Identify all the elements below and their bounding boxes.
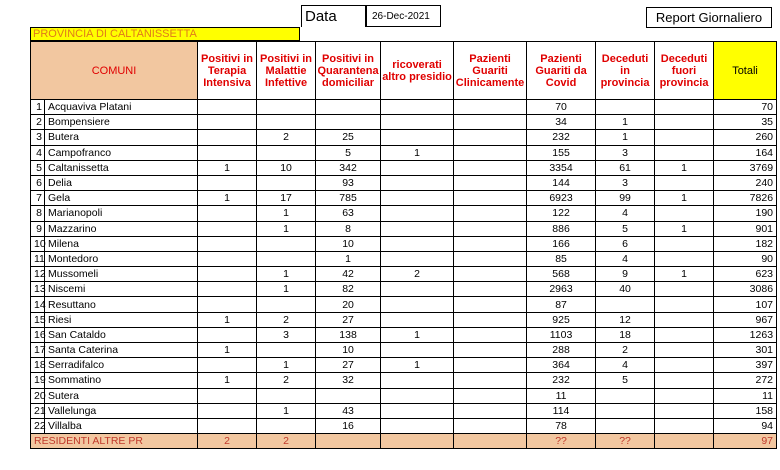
extra-row-name: RESIDENTI ALTRE PR [31, 434, 198, 449]
comune-name: Sutera [45, 388, 198, 403]
cell-guariti-clinicamente [454, 358, 527, 373]
comune-name: Mussomeli [45, 267, 198, 282]
col-terapia-intensiva: Positivi in Terapia Intensiva [198, 42, 257, 100]
cell-guariti-covid: 114 [527, 403, 596, 418]
cell-totale: 3769 [714, 160, 777, 175]
cell-guariti-clinicamente [454, 191, 527, 206]
cell-guariti-clinicamente [454, 297, 527, 312]
cell-guariti-clinicamente [454, 115, 527, 130]
cell-guariti-clinicamente [454, 312, 527, 327]
row-number: 7 [31, 191, 45, 206]
cell-guariti-clinicamente [454, 388, 527, 403]
cell-malattie-infettive [257, 236, 316, 251]
table-row [31, 297, 777, 312]
row-number: 13 [31, 282, 45, 297]
table-row [31, 191, 777, 206]
cell-ricoverati [381, 418, 454, 433]
cell-guariti-covid: 568 [527, 267, 596, 282]
cell-quarantena: 93 [316, 175, 381, 190]
province-title: PROVINCIA DI CALTANISSETTA [30, 27, 300, 41]
cell-totale: 158 [714, 403, 777, 418]
cell-deceduti-provincia: 4 [596, 358, 655, 373]
row-number: 1 [31, 100, 45, 115]
cell-ricoverati [381, 343, 454, 358]
row-number: 17 [31, 343, 45, 358]
row-number: 4 [31, 145, 45, 160]
row-number: 14 [31, 297, 45, 312]
cell-quarantena: 16 [316, 418, 381, 433]
cell-deceduti-fuori [655, 100, 714, 115]
comune-name: Resuttano [45, 297, 198, 312]
cell-guariti-clinicamente [454, 206, 527, 221]
table-row [31, 145, 777, 160]
table-row [31, 206, 777, 221]
cell-guariti-covid: 288 [527, 343, 596, 358]
cell-guariti-covid: 78 [527, 418, 596, 433]
cell-deceduti-fuori [655, 373, 714, 388]
row-number: 2 [31, 115, 45, 130]
cell-guariti-clinicamente [454, 282, 527, 297]
table-row [31, 130, 777, 145]
row-number: 6 [31, 175, 45, 190]
cell-malattie-infettive: 3 [257, 327, 316, 342]
cell-quarantena [316, 388, 381, 403]
cell-deceduti-fuori [655, 282, 714, 297]
cell-deceduti-provincia: 61 [596, 160, 655, 175]
cell-ricoverati: 1 [381, 327, 454, 342]
cell-deceduti-provincia: 18 [596, 327, 655, 342]
cell-ricoverati: 1 [381, 145, 454, 160]
cell-deceduti-fuori [655, 130, 714, 145]
cell-guariti-covid: 87 [527, 297, 596, 312]
cell-terapia-intensiva [198, 115, 257, 130]
cell-malattie-infettive: 1 [257, 282, 316, 297]
cell-ricoverati [381, 206, 454, 221]
row-number: 22 [31, 418, 45, 433]
cell-quarantena: 20 [316, 297, 381, 312]
cell-terapia-intensiva: 1 [198, 343, 257, 358]
cell-deceduti-fuori: 1 [655, 160, 714, 175]
cell-ricoverati [381, 115, 454, 130]
cell-ricoverati [381, 282, 454, 297]
cell-malattie-infettive: 1 [257, 358, 316, 373]
cell-quarantena: 138 [316, 327, 381, 342]
cell-guariti-covid: 1103 [527, 327, 596, 342]
table-row [31, 115, 777, 130]
comune-name: Sommatino [45, 373, 198, 388]
comune-name: Niscemi [45, 282, 198, 297]
cell-terapia-intensiva [198, 175, 257, 190]
cell-deceduti-provincia: 12 [596, 312, 655, 327]
table-row [31, 327, 777, 342]
cell-totale: 397 [714, 358, 777, 373]
cell-ricoverati [381, 297, 454, 312]
col-comuni: COMUNI [31, 42, 198, 100]
cell-terapia-intensiva [198, 100, 257, 115]
comune-name: Serradifalco [45, 358, 198, 373]
cell-malattie-infettive: 1 [257, 403, 316, 418]
cell-totale: 1263 [714, 327, 777, 342]
cell-totale: 182 [714, 236, 777, 251]
cell-deceduti-provincia [596, 403, 655, 418]
cell-ricoverati [381, 251, 454, 266]
cell-quarantena: 42 [316, 267, 381, 282]
cell-guariti-clinicamente [454, 434, 527, 449]
cell-terapia-intensiva [198, 327, 257, 342]
cell-quarantena: 63 [316, 206, 381, 221]
cell-terapia-intensiva: 1 [198, 160, 257, 175]
cell-terapia-intensiva [198, 297, 257, 312]
cell-totale: 272 [714, 373, 777, 388]
row-number: 8 [31, 206, 45, 221]
report-date: 26-Dec-2021 [366, 5, 441, 27]
cell-ricoverati [381, 175, 454, 190]
comune-name: Montedoro [45, 251, 198, 266]
cell-guariti-covid: 886 [527, 221, 596, 236]
cell-guariti-clinicamente [454, 160, 527, 175]
row-number: 3 [31, 130, 45, 145]
table-row [31, 388, 777, 403]
cell-guariti-clinicamente [454, 251, 527, 266]
cell-totale: 11 [714, 388, 777, 403]
cell-totale: 107 [714, 297, 777, 312]
cell-terapia-intensiva: 1 [198, 312, 257, 327]
comune-name: San Cataldo [45, 327, 198, 342]
cell-ricoverati [381, 160, 454, 175]
cell-terapia-intensiva [198, 206, 257, 221]
comune-name: Acquaviva Platani [45, 100, 198, 115]
cell-guariti-covid: 155 [527, 145, 596, 160]
cell-terapia-intensiva: 1 [198, 373, 257, 388]
cell-ricoverati: 1 [381, 358, 454, 373]
cell-quarantena: 25 [316, 130, 381, 145]
cell-totale: 94 [714, 418, 777, 433]
cell-malattie-infettive [257, 343, 316, 358]
cell-deceduti-provincia [596, 100, 655, 115]
comune-name: Santa Caterina [45, 343, 198, 358]
cell-guariti-covid: 122 [527, 206, 596, 221]
cell-guariti-covid: 34 [527, 115, 596, 130]
cell-quarantena: 27 [316, 312, 381, 327]
cell-deceduti-fuori [655, 115, 714, 130]
cell-guariti-clinicamente [454, 175, 527, 190]
comune-name: Butera [45, 130, 198, 145]
col-ricoverati: ricoverati altro presidio [381, 42, 454, 100]
cell-malattie-infettive: 1 [257, 221, 316, 236]
cell-malattie-infettive: 1 [257, 267, 316, 282]
comune-name: Riesi [45, 312, 198, 327]
cell-totale: 90 [714, 251, 777, 266]
comune-name: Gela [45, 191, 198, 206]
cell-guariti-covid: 232 [527, 373, 596, 388]
cell-guariti-clinicamente [454, 418, 527, 433]
comune-name: Caltanissetta [45, 160, 198, 175]
cell-totale: 623 [714, 267, 777, 282]
cell-guariti-covid: 3354 [527, 160, 596, 175]
table-row [31, 373, 777, 388]
cell-terapia-intensiva [198, 282, 257, 297]
cell-deceduti-provincia: 3 [596, 145, 655, 160]
cell-guariti-covid: 70 [527, 100, 596, 115]
cell-guariti-clinicamente [454, 236, 527, 251]
cell-guariti-covid: 85 [527, 251, 596, 266]
cell-terapia-intensiva [198, 130, 257, 145]
cell-malattie-infettive [257, 297, 316, 312]
col-malattie-infettive: Positivi in Malattie Infettive [257, 42, 316, 100]
cell-deceduti-provincia: 4 [596, 251, 655, 266]
table-row [31, 267, 777, 282]
cell-terapia-intensiva [198, 236, 257, 251]
cell-malattie-infettive: 1 [257, 206, 316, 221]
col-quarantena: Positivi in Quarantena domiciliar [316, 42, 381, 100]
cell-deceduti-provincia: 5 [596, 221, 655, 236]
row-number: 18 [31, 358, 45, 373]
cell-ricoverati [381, 236, 454, 251]
cell-quarantena: 32 [316, 373, 381, 388]
comune-name: Bompensiere [45, 115, 198, 130]
cell-deceduti-provincia: 2 [596, 343, 655, 358]
cell-malattie-infettive [257, 145, 316, 160]
cell-deceduti-fuori [655, 388, 714, 403]
row-number: 15 [31, 312, 45, 327]
cell-malattie-infettive [257, 100, 316, 115]
cell-guariti-covid: 166 [527, 236, 596, 251]
cell-quarantena [316, 100, 381, 115]
row-number: 12 [31, 267, 45, 282]
table-row-residenti-altre [31, 434, 777, 449]
cell-deceduti-provincia: 9 [596, 267, 655, 282]
cell-guariti-clinicamente [454, 343, 527, 358]
cell-terapia-intensiva [198, 403, 257, 418]
table-row [31, 343, 777, 358]
cell-deceduti-provincia: 4 [596, 206, 655, 221]
cell-totale: 260 [714, 130, 777, 145]
table-row [31, 100, 777, 115]
cell-deceduti-fuori [655, 206, 714, 221]
cell-malattie-infettive: 2 [257, 312, 316, 327]
table-row [31, 236, 777, 251]
cell-ricoverati [381, 191, 454, 206]
col-deceduti-provincia: Deceduti in provincia [596, 42, 655, 100]
cell-quarantena [316, 115, 381, 130]
cell-guariti-clinicamente [454, 130, 527, 145]
table-header-row [31, 42, 777, 100]
cell-guariti-clinicamente [454, 267, 527, 282]
table-row [31, 175, 777, 190]
cell-deceduti-fuori [655, 175, 714, 190]
col-guariti-clinicamente: Pazienti Guariti Clinicamente [454, 42, 527, 100]
cell-ricoverati [381, 100, 454, 115]
cell-deceduti-fuori [655, 343, 714, 358]
row-number: 9 [31, 221, 45, 236]
table-row [31, 312, 777, 327]
cell-terapia-intensiva [198, 388, 257, 403]
cell-totale: 35 [714, 115, 777, 130]
cell-totale: 3086 [714, 282, 777, 297]
cell-malattie-infettive: 2 [257, 373, 316, 388]
cell-deceduti-fuori [655, 434, 714, 449]
comune-name: Mazzarino [45, 221, 198, 236]
cell-terapia-intensiva [198, 358, 257, 373]
cell-ricoverati [381, 388, 454, 403]
cell-terapia-intensiva [198, 251, 257, 266]
cell-deceduti-fuori: 1 [655, 191, 714, 206]
cell-terapia-intensiva [198, 267, 257, 282]
cell-guariti-covid: 925 [527, 312, 596, 327]
cell-deceduti-provincia: 40 [596, 282, 655, 297]
cell-deceduti-fuori [655, 145, 714, 160]
cell-guariti-covid: 232 [527, 130, 596, 145]
cell-ricoverati [381, 434, 454, 449]
cell-quarantena: 1 [316, 251, 381, 266]
row-number: 19 [31, 373, 45, 388]
cell-totale: 164 [714, 145, 777, 160]
cell-quarantena [316, 434, 381, 449]
cell-totale: 7826 [714, 191, 777, 206]
cell-guariti-covid: 144 [527, 175, 596, 190]
cell-ricoverati [381, 312, 454, 327]
cell-guariti-clinicamente [454, 145, 527, 160]
row-number: 20 [31, 388, 45, 403]
cell-quarantena: 342 [316, 160, 381, 175]
cell-guariti-clinicamente [454, 373, 527, 388]
row-number: 10 [31, 236, 45, 251]
table-row [31, 160, 777, 175]
cell-deceduti-provincia: 6 [596, 236, 655, 251]
table-row [31, 358, 777, 373]
cell-totale: 301 [714, 343, 777, 358]
cell-totale: 901 [714, 221, 777, 236]
table-row [31, 403, 777, 418]
cell-guariti-covid: 364 [527, 358, 596, 373]
table-row [31, 251, 777, 266]
data-label: Data [301, 5, 366, 27]
row-number: 21 [31, 403, 45, 418]
cell-deceduti-fuori [655, 251, 714, 266]
cell-totale: 97 [714, 434, 777, 449]
cell-deceduti-fuori: 1 [655, 221, 714, 236]
cell-quarantena: 82 [316, 282, 381, 297]
cell-deceduti-fuori [655, 236, 714, 251]
cell-guariti-covid: 11 [527, 388, 596, 403]
cell-ricoverati [381, 373, 454, 388]
cell-totale: 240 [714, 175, 777, 190]
comune-name: Milena [45, 236, 198, 251]
cell-terapia-intensiva [198, 145, 257, 160]
cell-deceduti-fuori [655, 418, 714, 433]
cell-malattie-infettive [257, 115, 316, 130]
cell-deceduti-provincia: ?? [596, 434, 655, 449]
cell-malattie-infettive: 2 [257, 130, 316, 145]
cell-terapia-intensiva [198, 221, 257, 236]
cell-totale: 70 [714, 100, 777, 115]
cell-deceduti-fuori [655, 358, 714, 373]
cell-guariti-clinicamente [454, 100, 527, 115]
cell-guariti-covid: 2963 [527, 282, 596, 297]
cell-malattie-infettive: 10 [257, 160, 316, 175]
cell-deceduti-fuori [655, 403, 714, 418]
table-row [31, 221, 777, 236]
cell-malattie-infettive: 2 [257, 434, 316, 449]
cell-deceduti-provincia: 99 [596, 191, 655, 206]
cell-deceduti-provincia [596, 418, 655, 433]
row-number: 5 [31, 160, 45, 175]
comune-name: Campofranco [45, 145, 198, 160]
cell-quarantena: 43 [316, 403, 381, 418]
cell-deceduti-provincia [596, 388, 655, 403]
cell-deceduti-fuori [655, 312, 714, 327]
cell-guariti-clinicamente [454, 403, 527, 418]
cell-guariti-covid: ?? [527, 434, 596, 449]
cell-quarantena: 785 [316, 191, 381, 206]
cell-malattie-infettive [257, 175, 316, 190]
cell-deceduti-fuori [655, 327, 714, 342]
report-table [30, 41, 777, 449]
cell-ricoverati [381, 130, 454, 145]
cell-deceduti-provincia: 1 [596, 130, 655, 145]
cell-deceduti-provincia: 1 [596, 115, 655, 130]
cell-totale: 190 [714, 206, 777, 221]
cell-quarantena: 10 [316, 343, 381, 358]
cell-quarantena: 10 [316, 236, 381, 251]
cell-terapia-intensiva: 2 [198, 434, 257, 449]
cell-malattie-infettive [257, 418, 316, 433]
cell-terapia-intensiva: 1 [198, 191, 257, 206]
cell-malattie-infettive [257, 251, 316, 266]
cell-deceduti-fuori [655, 297, 714, 312]
col-totali: Totali [714, 42, 777, 100]
cell-ricoverati [381, 221, 454, 236]
cell-deceduti-provincia: 3 [596, 175, 655, 190]
cell-ricoverati: 2 [381, 267, 454, 282]
report-title: Report Giornaliero [646, 7, 772, 28]
row-number: 16 [31, 327, 45, 342]
cell-ricoverati [381, 403, 454, 418]
cell-deceduti-fuori: 1 [655, 267, 714, 282]
cell-guariti-covid: 6923 [527, 191, 596, 206]
cell-totale: 967 [714, 312, 777, 327]
comune-name: Villalba [45, 418, 198, 433]
col-guariti-covid: Pazienti Guariti da Covid [527, 42, 596, 100]
cell-guariti-clinicamente [454, 327, 527, 342]
cell-deceduti-provincia: 5 [596, 373, 655, 388]
cell-guariti-clinicamente [454, 221, 527, 236]
cell-deceduti-provincia [596, 297, 655, 312]
table-row [31, 282, 777, 297]
comune-name: Delia [45, 175, 198, 190]
row-number: 11 [31, 251, 45, 266]
cell-quarantena: 5 [316, 145, 381, 160]
comune-name: Vallelunga [45, 403, 198, 418]
cell-quarantena: 8 [316, 221, 381, 236]
cell-malattie-infettive: 17 [257, 191, 316, 206]
cell-terapia-intensiva [198, 418, 257, 433]
table-row [31, 418, 777, 433]
col-deceduti-fuori: Deceduti fuori provincia [655, 42, 714, 100]
cell-quarantena: 27 [316, 358, 381, 373]
comune-name: Marianopoli [45, 206, 198, 221]
cell-malattie-infettive [257, 388, 316, 403]
